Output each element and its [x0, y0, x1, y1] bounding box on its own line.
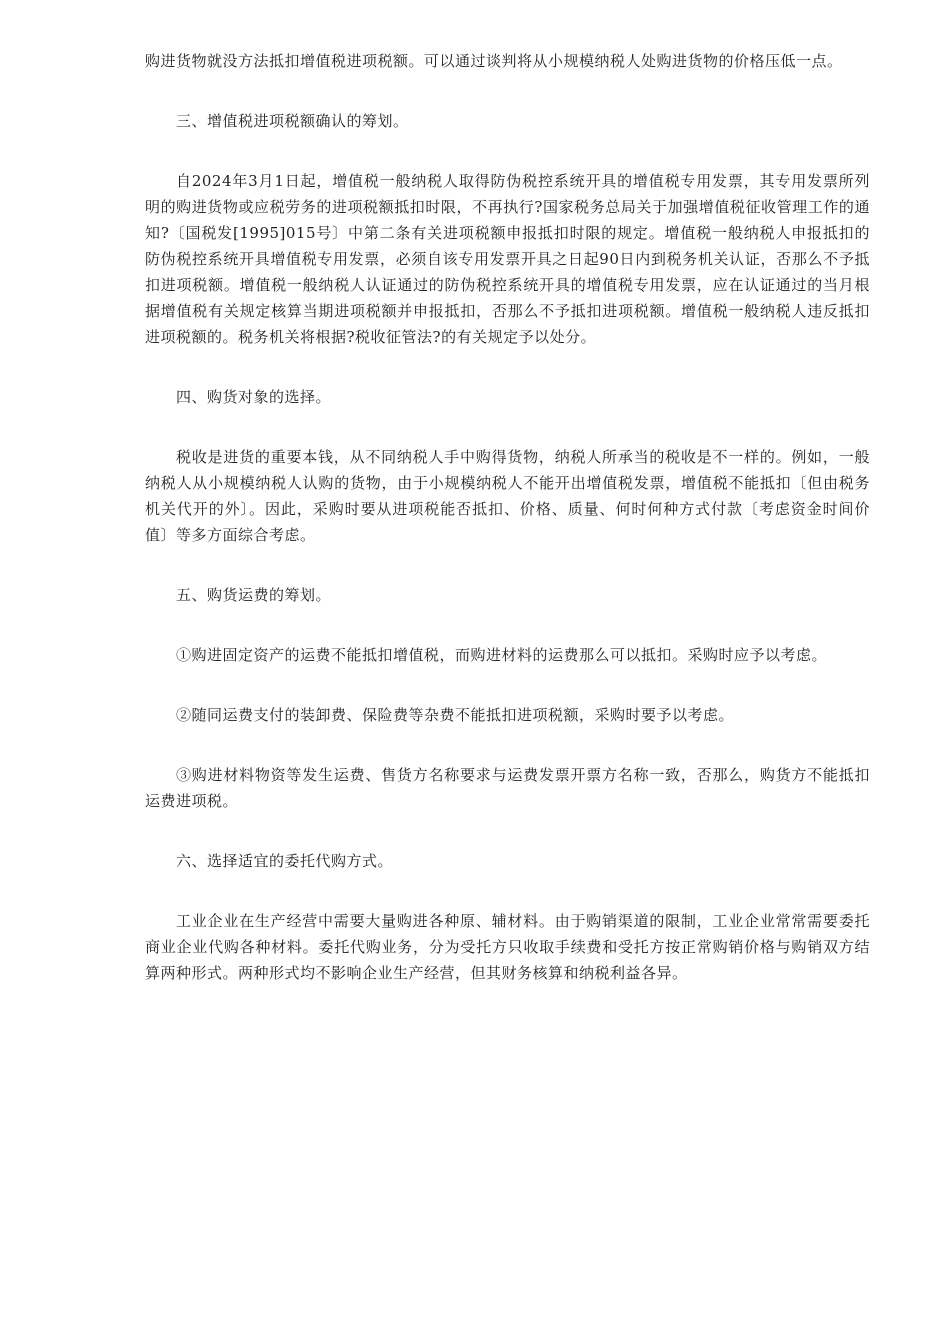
spacer	[145, 814, 870, 848]
spacer	[145, 728, 870, 762]
section-heading-6: 六、选择适宜的委托代购方式。	[176, 852, 394, 870]
spacer	[145, 410, 870, 444]
section-heading-4: 四、购货对象的选择。	[176, 388, 332, 406]
paragraph-section-6: 工业企业在生产经营中需要大量购进各种原、辅材料。由于购销渠道的限制，工业企业常常需要委托商业企业代购各种材料。委托代购业务，分为受托方只收取手续费和受托方按正常购销价格与购销双方结算两种形式。两种形式均不影响企业生产经营，但其财务核算和纳税利益各异。	[145, 912, 870, 982]
paragraph-section-5-item-3: ③购进材料物资等发生运费、售货方名称要求与运费发票开票方名称一致，否那么，购货方不能抵扣运费进项税。	[145, 766, 870, 810]
paragraph-section-3: 自2024年3月1日起，增值税一般纳税人取得防伪税控系统开具的增值税专用发票，其专用发票所列明的购进货物或应税劳务的进项税额抵扣时限，不再执行?国家税务总局关于加强增值税征收管理工作的通知?〔国税发[1995]015号〕中第二条有关进项税额申报抵扣时限的规定。增值税一般纳税人申报抵扣的防伪税控系统开具增值税专用发票，必须自该专用发票开具之日起90日内到税务机关认证，否那么不予抵扣进项税额。增值税一般纳税人认证通过的防伪税控系统开具的增值税专用发票，应在认证通过的当月根据增值税有关规定核算当期进项税额并申报抵扣，否那么不予抵扣进项税额。增值税一般纳税人违反抵扣进项税额的。税务机关将根据?税收征管法?的有关规定予以处分。	[145, 172, 870, 346]
section-heading-3: 三、增值税进项税额确认的筹划。	[176, 112, 409, 130]
paragraph-section-5-item-1: ①购进固定资产的运费不能抵扣增值税，而购进材料的运费那么可以抵扣。采购时应予以考虑。	[176, 646, 828, 664]
spacer	[145, 350, 870, 384]
spacer	[145, 668, 870, 702]
document-page	[145, 48, 870, 986]
spacer	[145, 608, 870, 642]
paragraph-section-5-item-2: ②随同运费支付的装卸费、保险费等杂费不能抵扣进项税额，采购时要予以考虑。	[176, 706, 735, 724]
spacer	[145, 548, 870, 582]
section-heading-5: 五、购货运费的筹划。	[176, 586, 332, 604]
paragraph-section-4: 税收是进货的重要本钱，从不同纳税人手中购得货物，纳税人所承当的税收是不一样的。例如，一般纳税人从小规模纳税人认购的货物，由于小规模纳税人不能开出增值税发票，增值税不能抵扣〔但由税务机关代开的外〕。因此，采购时要从进项税能否抵扣、价格、质量、何时何种方式付款〔考虑资金时间价值〕等多方面综合考虑。	[145, 448, 870, 544]
paragraph-intro-continuation: 购进货物就没方法抵扣增值税进项税额。可以通过谈判将从小规模纳税人处购进货物的价格压低一点。	[145, 52, 843, 70]
spacer	[145, 134, 870, 168]
spacer	[145, 74, 870, 108]
spacer	[145, 874, 870, 908]
